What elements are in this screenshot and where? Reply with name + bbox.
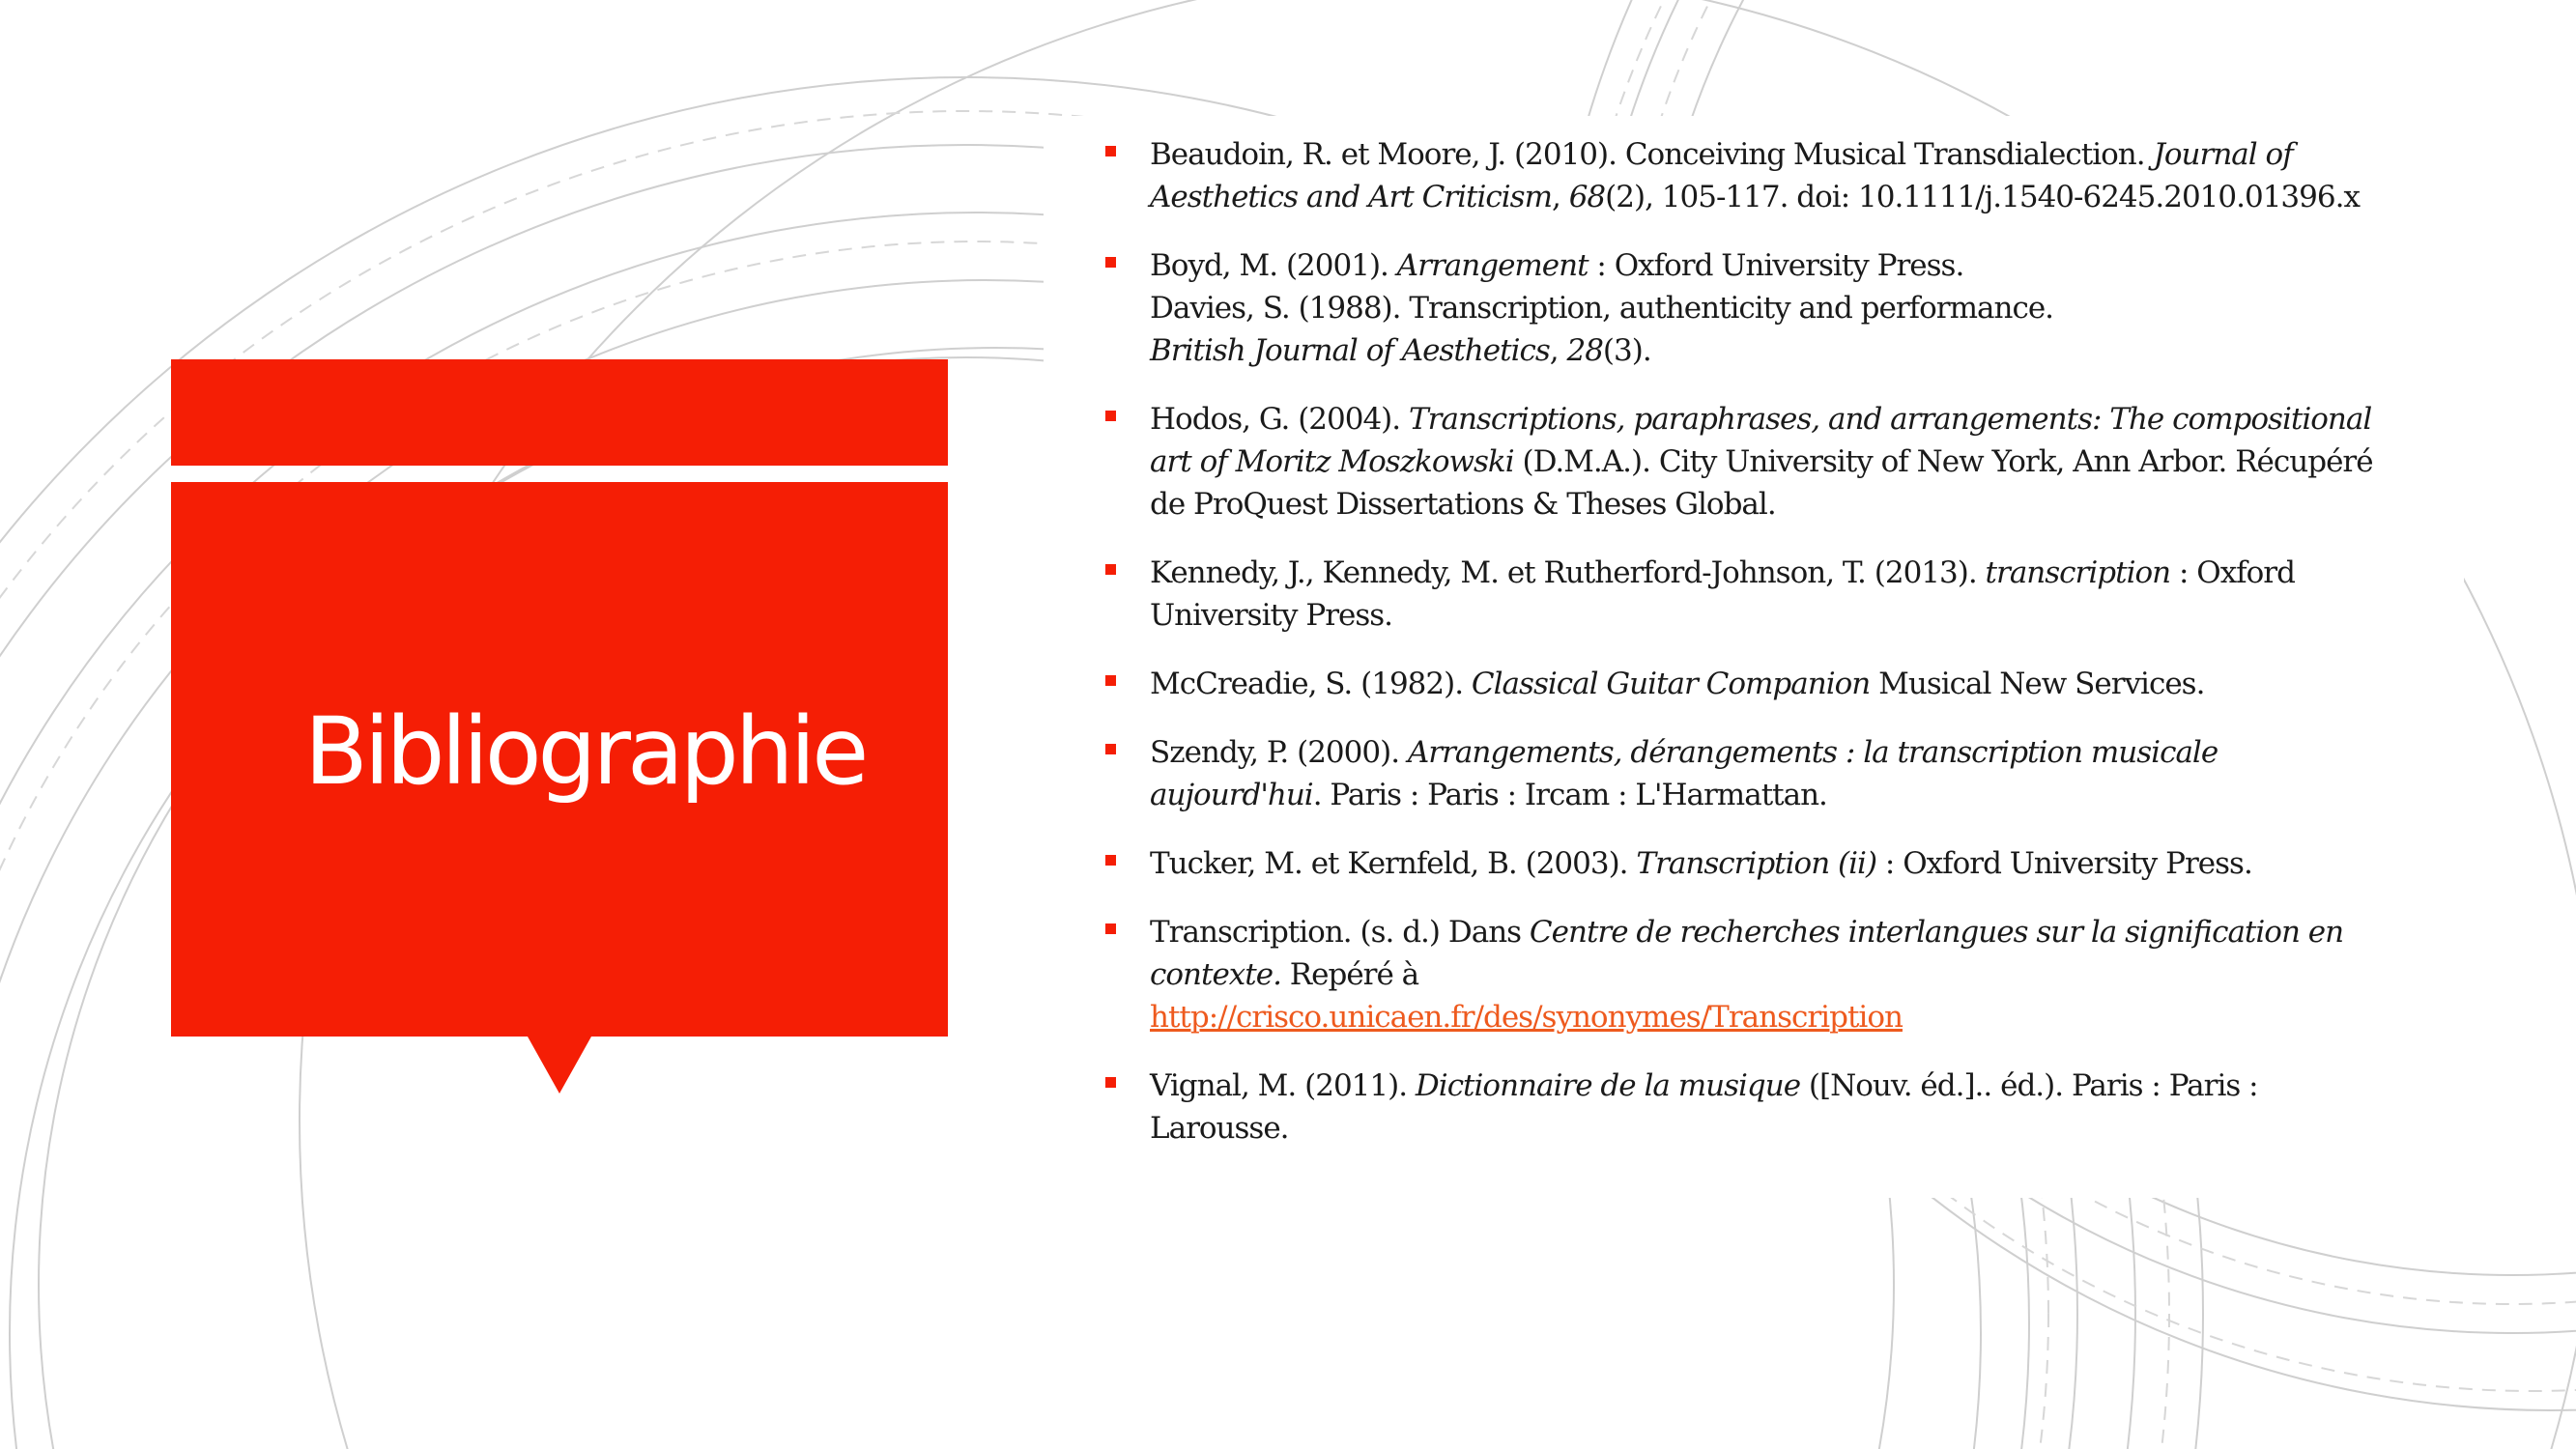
square-bullet-icon bbox=[1105, 744, 1116, 754]
reference-text: Davies, S. (1988). Transcription, authenticity and performance. bbox=[1150, 291, 2054, 326]
square-bullet-icon bbox=[1105, 411, 1116, 421]
reference-text: , bbox=[1549, 333, 1567, 368]
square-bullet-icon bbox=[1105, 257, 1116, 268]
reference-italic-text: Classical Guitar Companion bbox=[1471, 667, 1871, 701]
reference-item bbox=[1102, 663, 2387, 705]
reference-italic-text: Transcription (ii) bbox=[1636, 846, 1877, 881]
reference-italic-text: British Journal of Aesthetics bbox=[1150, 333, 1550, 368]
reference-item bbox=[1102, 911, 2387, 1038]
reference-text: Transcription. (s. d.) Dans bbox=[1150, 915, 1530, 950]
reference-text: : Oxford University Press. bbox=[1588, 248, 1964, 283]
reference-item bbox=[1102, 398, 2387, 526]
reference-text: Boyd, M. (2001). bbox=[1150, 248, 1397, 283]
reference-link[interactable]: http://crisco.unicaen.fr/des/synonymes/Transcription bbox=[1150, 1000, 1903, 1035]
reference-text: : Oxford University Press. bbox=[1150, 555, 2295, 633]
reference-text: . Paris : Paris : Ircam : L'Harmattan. bbox=[1312, 778, 1827, 812]
reference-text: Szendy, P. (2000). bbox=[1150, 735, 1408, 770]
reference-item bbox=[1102, 244, 2387, 372]
reference-item bbox=[1102, 842, 2387, 885]
reference-italic-text: Journal of Aesthetics and Art Criticism bbox=[1150, 137, 2293, 214]
reference-text: McCreadie, S. (1982). bbox=[1150, 667, 1472, 701]
reference-text: (2), 105-117. doi: 10.1111/j.1540-6245.2010.01396.x bbox=[1605, 180, 2360, 214]
reference-text: : Oxford University Press. bbox=[1876, 846, 2252, 881]
reference-italic-text: Centre de recherches interlangues sur la signification en contexte. bbox=[1150, 915, 2344, 992]
bibliography-list bbox=[1102, 133, 2387, 1150]
reference-text: Kennedy, J., Kennedy, M. et Rutherford-Johnson, T. (2013). bbox=[1150, 555, 1986, 590]
reference-italic-text: 28 bbox=[1566, 333, 1603, 368]
reference-text: , bbox=[1551, 180, 1569, 214]
title-accent-strip-fill bbox=[171, 359, 948, 466]
slide-title: Bibliographie bbox=[304, 697, 866, 806]
reference-italic-text: Dictionnaire de la musique bbox=[1415, 1068, 1801, 1103]
reference-italic-text: Arrangement bbox=[1396, 248, 1589, 283]
square-bullet-icon bbox=[1105, 855, 1116, 866]
reference-text: (3). bbox=[1602, 333, 1651, 368]
title-accent-strip bbox=[171, 359, 948, 466]
square-bullet-icon bbox=[1105, 146, 1116, 156]
reference-item bbox=[1102, 731, 2387, 816]
reference-text: Beaudoin, R. et Moore, J. (2010). Conceiving Musical Transdialection. bbox=[1150, 137, 2154, 172]
reference-text: (D.M.A.). City University of New York, Ann Arbor. Récupéré de ProQuest Dissertations & Theses Global. bbox=[1150, 444, 2373, 522]
square-bullet-icon bbox=[1105, 564, 1116, 575]
square-bullet-icon bbox=[1105, 675, 1116, 686]
reference-text: Musical New Services. bbox=[1870, 667, 2205, 701]
reference-item bbox=[1102, 133, 2387, 218]
reference-text: Hodos, G. (2004). bbox=[1150, 402, 1409, 437]
reference-text: Vignal, M. (2011). bbox=[1150, 1068, 1416, 1103]
reference-italic-text: Arrangements, dérangements : la transcription musicale aujourd'hui bbox=[1150, 735, 2218, 812]
reference-text: Tucker, M. et Kernfeld, B. (2003). bbox=[1150, 846, 1637, 881]
title-box bbox=[171, 482, 948, 1037]
square-bullet-icon bbox=[1105, 1077, 1116, 1088]
reference-text: ([Nouv. éd.].. éd.). Paris : Paris : Larousse. bbox=[1150, 1068, 2258, 1146]
reference-text: Repéré à bbox=[1280, 957, 1419, 992]
square-bullet-icon bbox=[1105, 923, 1116, 934]
reference-italic-text: 68 bbox=[1568, 180, 1606, 214]
reference-item bbox=[1102, 1065, 2387, 1150]
reference-italic-text: Transcriptions, paraphrases, and arrangements: The compositional art of Moritz Moszkowski bbox=[1150, 402, 2372, 479]
reference-italic-text: transcription bbox=[1985, 555, 2171, 590]
reference-item bbox=[1102, 552, 2387, 637]
